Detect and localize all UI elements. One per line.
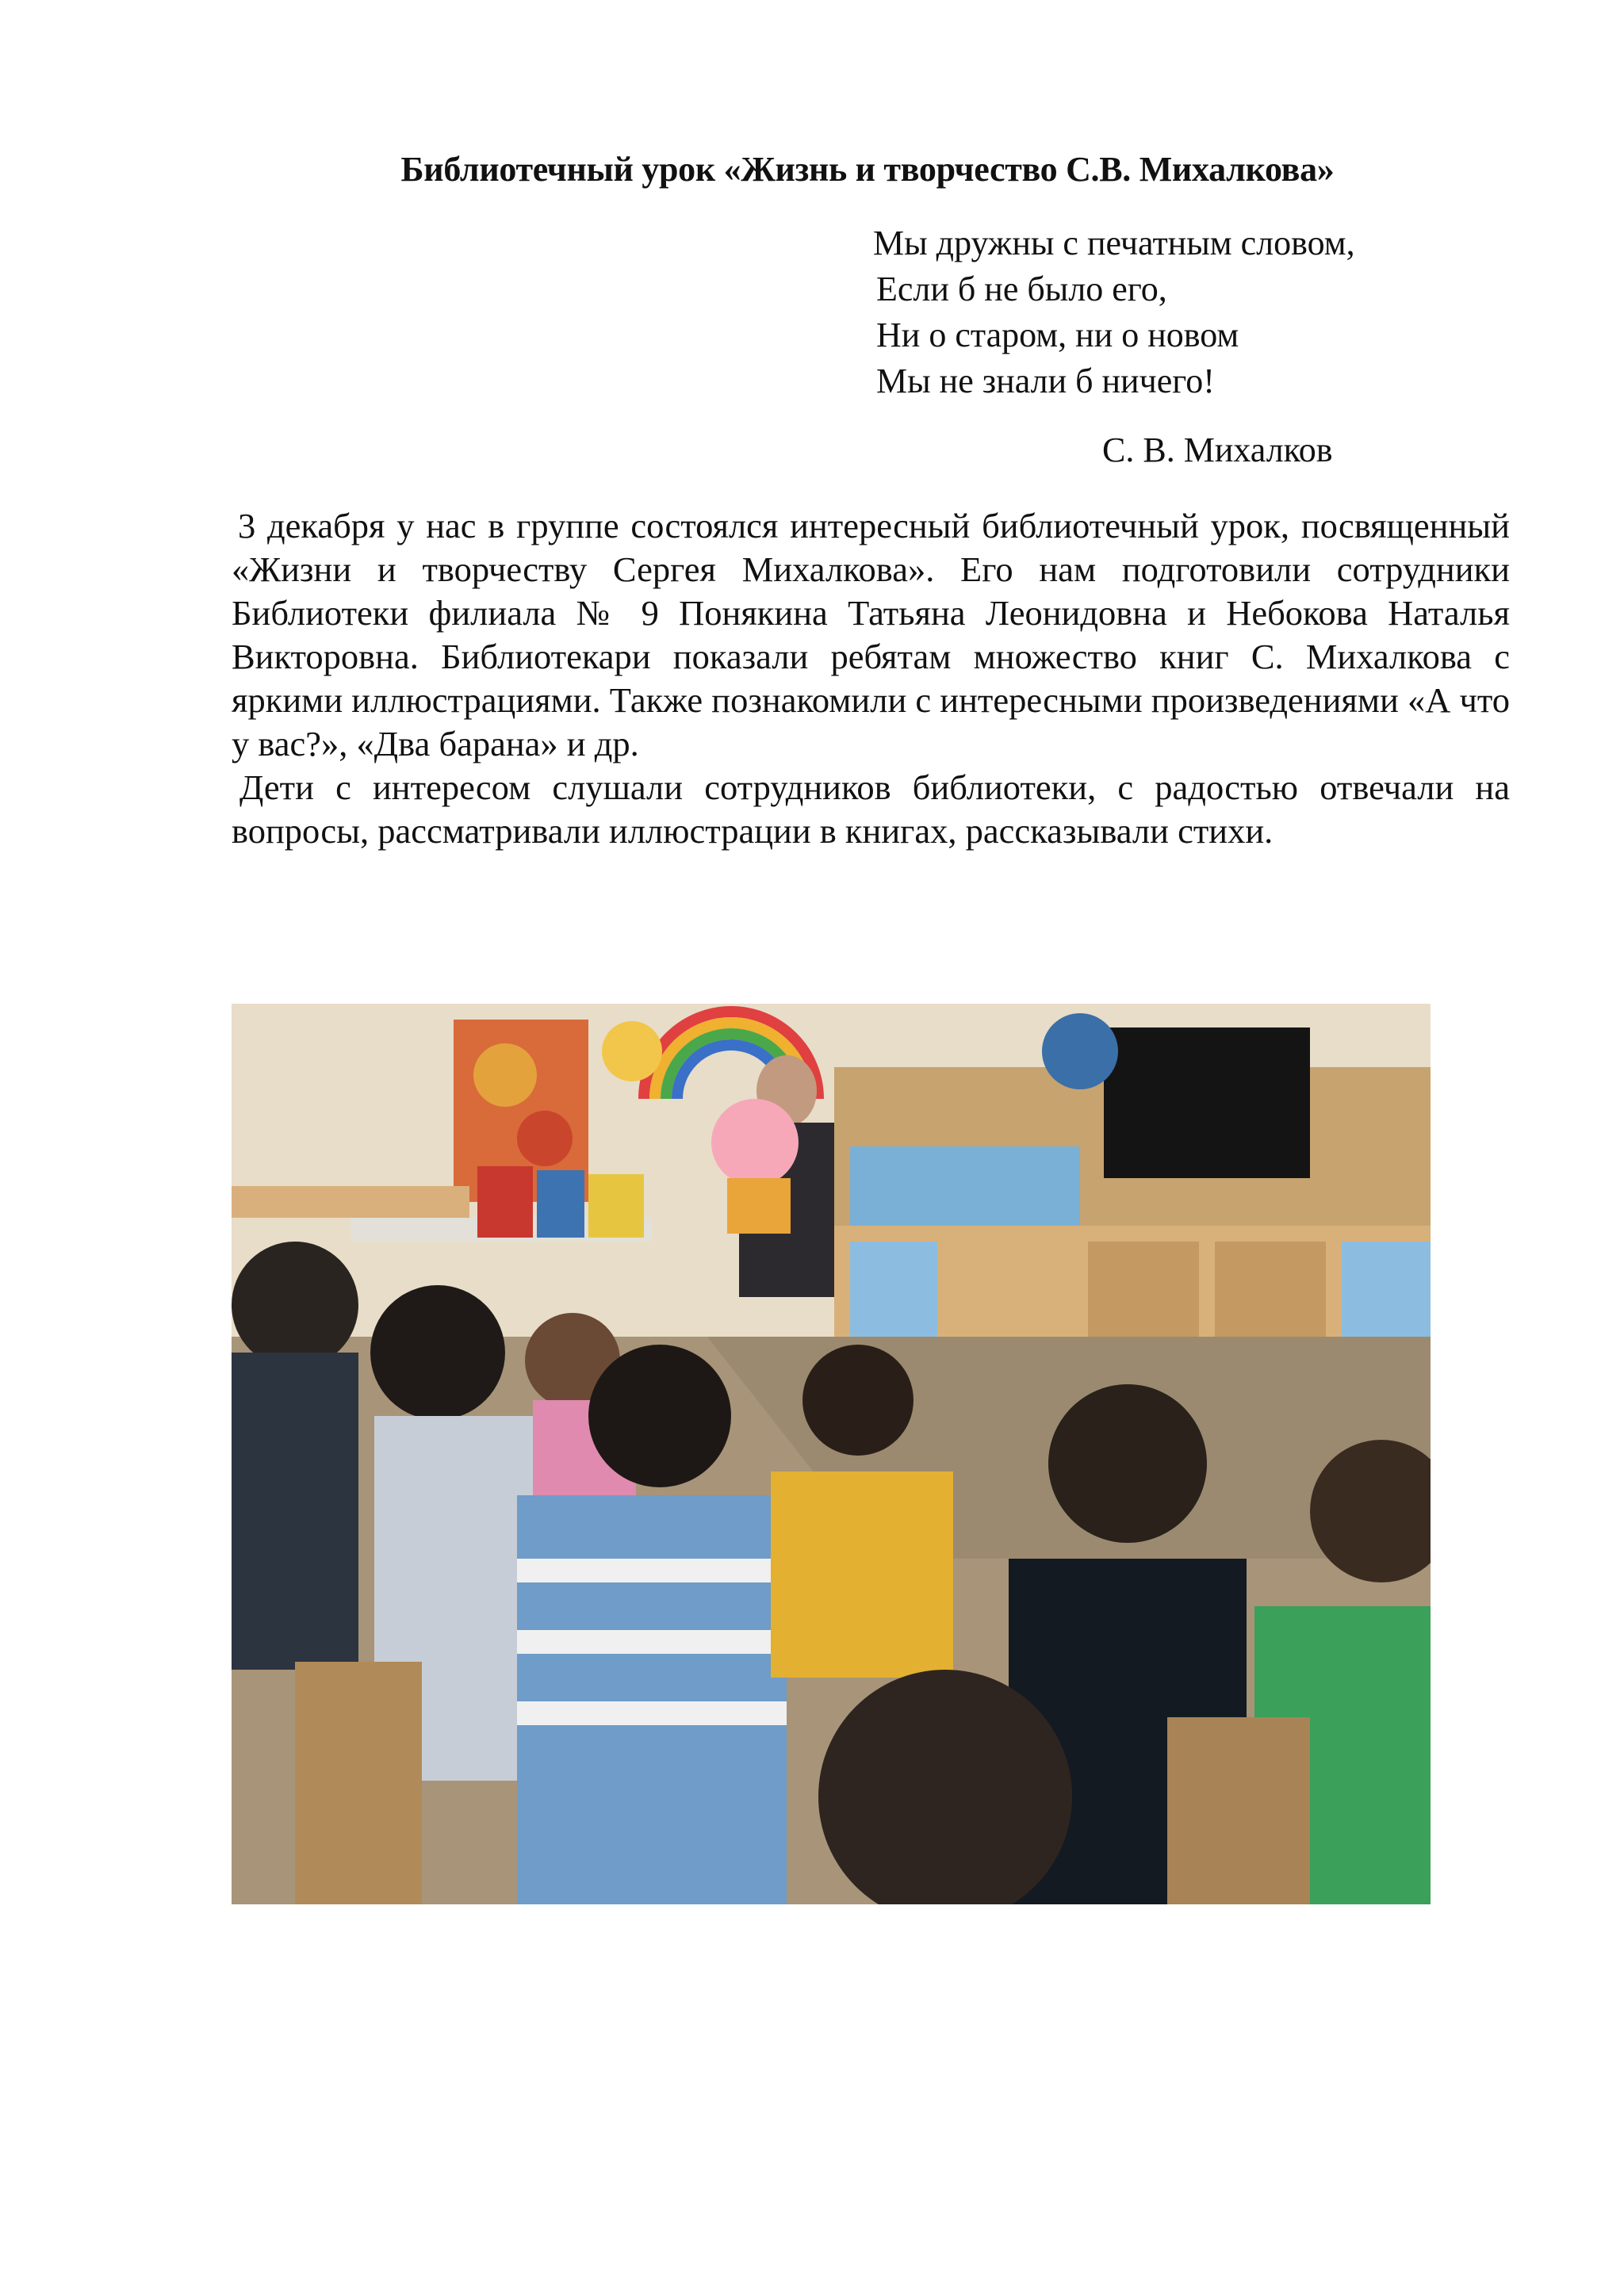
epigraph — [873, 220, 1355, 404]
epigraph-line: Мы дружны с печатным словом, — [873, 224, 1355, 262]
paragraph: 3 декабря у нас в группе состоялся интересный библиотечный урок, посвященный «Жизни и творчеству Сергея Михалкова». Его нам подготовили сотрудники Библиотеки филиала № 9 Понякина Татьяна Леонидовна и Небокова Наталья Викторовна. Библиотекари показали ребятам множество книг С. Михалкова с яркими иллюстрациями. Также познакомили с интересными произведениями «А что у вас?», «Два барана» и др. — [232, 506, 1510, 763]
classroom-photo — [232, 1004, 1431, 1904]
document-title: Библиотечный урок «Жизнь и творчество С.В. Михалкова» — [400, 150, 1335, 189]
paragraph: Дети с интересом слушали сотрудников библиотеки, с радостью отвечали на вопросы, рассматривали иллюстрации в книгах, рассказывали стихи. — [232, 767, 1510, 851]
epigraph-line: Ни о старом, ни о новом — [876, 316, 1239, 354]
epigraph-author: С. В. Михалков — [1102, 430, 1333, 469]
epigraph-line: Если б не было его, — [876, 270, 1167, 308]
body-text — [232, 504, 1510, 853]
epigraph-line: Мы не знали б ничего! — [876, 362, 1215, 400]
